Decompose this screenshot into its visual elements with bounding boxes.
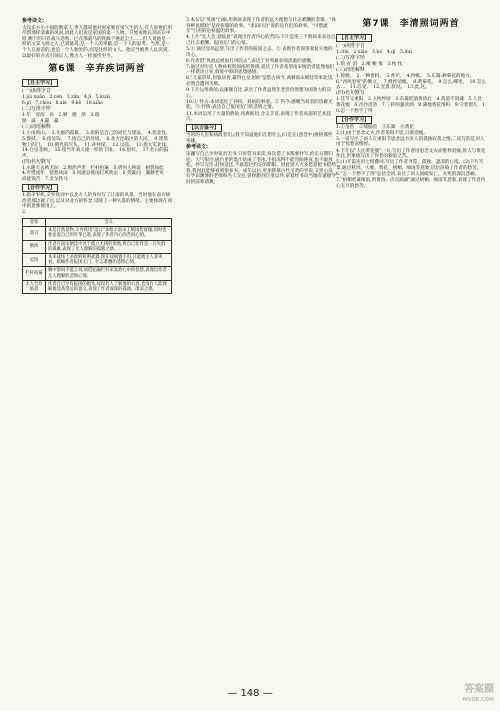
watermark-logo <box>434 685 494 707</box>
answer-item: 9.下片运用典故,以廉颇自比,表达了作者虽然年老但仍然想为国效力的决心。 <box>186 88 332 99</box>
self-study-label: 【自主学习】 <box>22 79 58 87</box>
answer-item: 11.本词运用了大量的典故,用典贴切,含义丰富,表现了作者高超的艺术技巧。 <box>186 111 331 123</box>
characters-line-1: 1.年 浑浑 孙 2.够 僭 凿 3.瑞 <box>22 113 100 119</box>
learn-from-ancient-label: 【以古鉴今】 <box>186 124 222 132</box>
vocab-label-2: (三)词语解释 <box>336 66 365 73</box>
pronunciation-label-2: (一)读准字音 <box>336 42 365 49</box>
table-cell-term: 断鸿 <box>23 240 46 253</box>
table-cell-meaning: 本是自然景物,辛弃疾用"落日"来暗示南宋王朝国势衰微;同时也象征着自己的年华已逝,表现了作者内心的苦闷心情。 <box>46 227 172 240</box>
reference-translation-text: 大汉东方小小国防数家人,世人都说他对国家要有勇气生的人,有人说他们用尽帮那样清素的风雨,因此人们说是家国的第一人物。开始说他长剑杀在中原,剩下的只有战马悲鸣。已在那战马的铁蹄下挽起尘土……但人说他是一样的文采飞扬之人,已到最高,是一个人的奉献,是一个人的思考。当然,是一个人在面前的,也是一个人独处的,而是这样的文人。他应当被世人认识到,以最好的方式引领后人,像古人一样流传至今。 <box>22 25 172 59</box>
lesson6-title: 第6课 辛弃疾词两首 <box>48 64 146 75</box>
pronunciation-line: 1.chú 2.xiāo 3.bó 4.qī 5.duì <box>336 49 412 55</box>
table-header-row <box>23 219 172 227</box>
lesson7-title: 第7课 李清照词两首 <box>362 19 460 29</box>
table-cell-term: 吴钩 <box>23 254 46 267</box>
column-left <box>22 18 172 673</box>
table-cell-term: 无人会登临意 <box>23 280 46 293</box>
column-right <box>336 18 486 673</box>
coop-answer: 1.①金兽 ②瑞脑兽 ③东篱 ④黄花 <box>336 124 414 130</box>
coop-answer: 4.下片以"人比黄花瘦"一句,写出了作者因思念丈夫而憔悴消瘦,将人与黄花作比,形象地写出了作者的相思之苦。 <box>336 148 486 160</box>
answer-item: 5.① 通过登高远望,写出了作者的报国之志。② 表现作者渴望收复失地的决心。 <box>186 46 333 58</box>
characters-label: (二)写准字形 <box>22 105 51 112</box>
table-row <box>23 267 172 280</box>
watermark-url: MXQE.COM <box>462 697 494 703</box>
quotes-text-2: 1.佳节又重阳 2.玉枕纱厨 3.东篱把酒黄昏后 4.莫道不消魂 5.人比黄花瘦 6.冷冷清清 7.三杯两盏淡酒 8.满地黄花堆积 9.守着窗儿 10.怎一个愁字了得 <box>336 97 486 114</box>
pronunciation-line-2: 6.pì 7.chóu 8.xiè 9.kē 10.xiǎo <box>22 100 103 106</box>
reference-translation-heading-2: 参考译文: <box>186 144 208 151</box>
table-row <box>23 254 172 267</box>
cooperative-study-label-2: 【合作学习】 <box>336 116 372 124</box>
table-cell-term: 栏杆拍遍 <box>23 267 46 280</box>
coop-answer: 6."怎一个愁字了得"总括全词,表达了词人国破家亡、夫死的深沉悲痛。 <box>336 171 480 177</box>
answer-item: 7.通过对历史人物孙权和刘裕的赞颂,表达了作者希望南宋统治者能像他们一样建功立业,收复中原的思想感情。 <box>186 64 335 76</box>
cooperative-study-label: 【合作学习】 <box>22 184 58 192</box>
answer-item: 3.本句以"英雄"自喻,用典故表现了作者的远大理想与壮志难酬的悲愤。"休说鲈鱼堪脍"是说张翰的故事。"求田问舍"说的是许汜的故事。"可惜流年"引用的是桓温的故事。 <box>186 18 336 35</box>
quotes-text: 1.水随天去秋无际 2.断鸿声里 栏杆拍遍 3.倩何人唤取 树犹如此 4.可惜流年 忧愁风雨 5.风流总被雨打风吹去 6.凭谁问 廉颇老矣 尚能饭否 7.金戈铁马 <box>22 165 169 183</box>
coop-answer: 2.(1)由于思念丈夫,作者茶饭不思,日渐消瘦。 <box>336 130 428 136</box>
reference-translation-text-2: 宋濂写自己少时家贫无书,只好借书来读,每次借了书都要抄写,约定日期归还。天气很冷,砚台里的墨汁结成了坚冰,手指冻得不能弯曲伸直,也不敢放松。抄写完毕,赶快送还,不敢超过约定的期限。因此别人大多愿意把书借给我,我因此能够看到很多书。成年以后,更加仰慕古代圣贤的学说,又担心没有学识渊博的老师和名人交往,曾经跑到百里以外,拿着经书向当地有道德学问的前辈请教。 <box>186 151 336 185</box>
table-row <box>23 240 172 253</box>
pronunciation-line-1: 1.jiù xuān 2.cén 3.zǎn 4.jì 5.kuài <box>22 94 111 100</box>
characters-line-2: 勘 戚 4.赢 赢 <box>22 119 59 125</box>
coop-answer: 7."梧桐更兼细雨,到黄昏、点点滴滴"通过梧桐、细雨等意象,表现了作者内心无尽的愁苦。 <box>336 177 486 189</box>
learn-from-ancient-text: 当时的大臣和执政者们,(我不知道他们在想什么)只是在(意念中)排挤那些英雄。 <box>186 133 333 144</box>
table-header-cell: 含义 <box>46 219 172 227</box>
answer-item: 8."元嘉草草,封狼居胥,赢得仓皇北顾"是借古讽今,讽刺南宋朝廷草率北伐,必然会遭到失败。 <box>186 76 334 88</box>
table-cell-meaning: 作者自己空有报国的抱负,却没有人了解他的心意,也没有人能理解他登高望远的意义,表现了作者深深的孤独、凄凉之感。 <box>46 280 172 293</box>
pronunciation-label: (一)读准字音 <box>22 87 51 94</box>
answer-item: 6.作者借"风流总被雨打风吹去",表达了对英雄业绩消逝的感慨。 <box>186 58 316 64</box>
table-cell-meaning: 本来战场上杀敌的锐利武器,现在却闲置不用,只能被主人拿来看。暗喻作者报国无门、壮志难酬的悲愤心情。 <box>46 254 172 267</box>
answer-item: 4.上片"无人会,登临意"表现出作者内心的苦闷;下片是用三个典故来表达自己壮志难酬、报国无门的心情。 <box>186 35 336 46</box>
vocab-label: (三)词语解释 <box>22 124 51 131</box>
column-middle <box>186 18 336 618</box>
imagery-table <box>22 218 172 294</box>
table-row <box>23 227 172 240</box>
quotes-label: (四)名句默写 <box>22 158 51 165</box>
vocab-text-2: 1.傍晚。 2.一种香料。 3.香炉。 4.纱帐。 5.东篱:种菊花的地方。 6."西风卷帘"的倒文。 7.憔悴消瘦。 8.黄菊花。 9.怎么,哪里。 10.怎么去… 11.忍受。 12.光景,状况。 13.此,这。 <box>336 73 486 91</box>
characters-label-2: (二)写准字形 <box>336 54 365 61</box>
characters-line: 1.销 宵 消 2.褪 蜕 推 3.枕 忱 <box>336 61 403 67</box>
table-cell-meaning: 胸中郁闷不能言说,故借拍遍栏杆来发泄心中的忧愁,表现出作者无人理解的悲愤心情。 <box>46 267 172 280</box>
page-number: — 148 — <box>227 688 273 699</box>
coop-answer-1: 1.指辛弃疾,辛弃疾词中以北方人的身份写了江南的风景。当时他在南方统治者那边做了官,以及对北方的怀念,反映了一种失落的情绪。主要体现在词中的意象使用上。 <box>22 193 172 210</box>
table-cell-term: 落日 <box>23 227 46 240</box>
reference-translation-heading: 参考译文: <box>22 18 44 24</box>
table-cell-meaning: 作者在南宋朝廷中处于孤立无援的境地,将自己比作是一只失群的孤雁,表现了无人理解的孤独之感。 <box>46 240 172 253</box>
answer-item: 10.① 怀古:本词追忆了孙权、刘裕的事迹。② 伤今:感慨当权者的昏庸无能。③ 抒情:表达自己报国无门的悲愤之情。 <box>186 99 333 111</box>
watermark-text: 答案圈 <box>464 684 494 695</box>
quotes-label-2: (四)名句默写 <box>336 90 365 97</box>
table-row <box>23 280 172 293</box>
coop-answer: 3.一说写出了词人在重阳节思念远方亲人的孤独寂寞之情;二说写的是词人由于忧愁而憔悴。 <box>336 136 485 148</box>
table-header-cell: 意象 <box>23 219 46 227</box>
coop-answer: 5.(1)开篇连用七组叠词,写出了作者寻觅、孤独、凄凉的心境。(2)下片写景,通过秋风、大雁、黄花、梧桐、细雨等意象,层层渲染了作者的愁苦。 <box>336 160 484 171</box>
coop-answer-2: 2. <box>22 210 27 216</box>
self-study-label-2: 【自主学习】 <box>336 34 372 42</box>
vocab-text: 1.小雨的山。 2.失群的孤雁。 3.指的是自己的回忆与想法。 4.指北伐。 5.擦拭。 6.指吴钩。 7.指自己的处境。 8.北方沦陷区的人民。 9.建筑物上的门。 10.朝代的尽头。 11.孙仲谋。 12.以前。 13.指大军北伐。 14.仓皇北顾。 15.指当年刘义隆一样的下场。 16.很好。 17.社日的鼓声。 <box>22 131 173 159</box>
